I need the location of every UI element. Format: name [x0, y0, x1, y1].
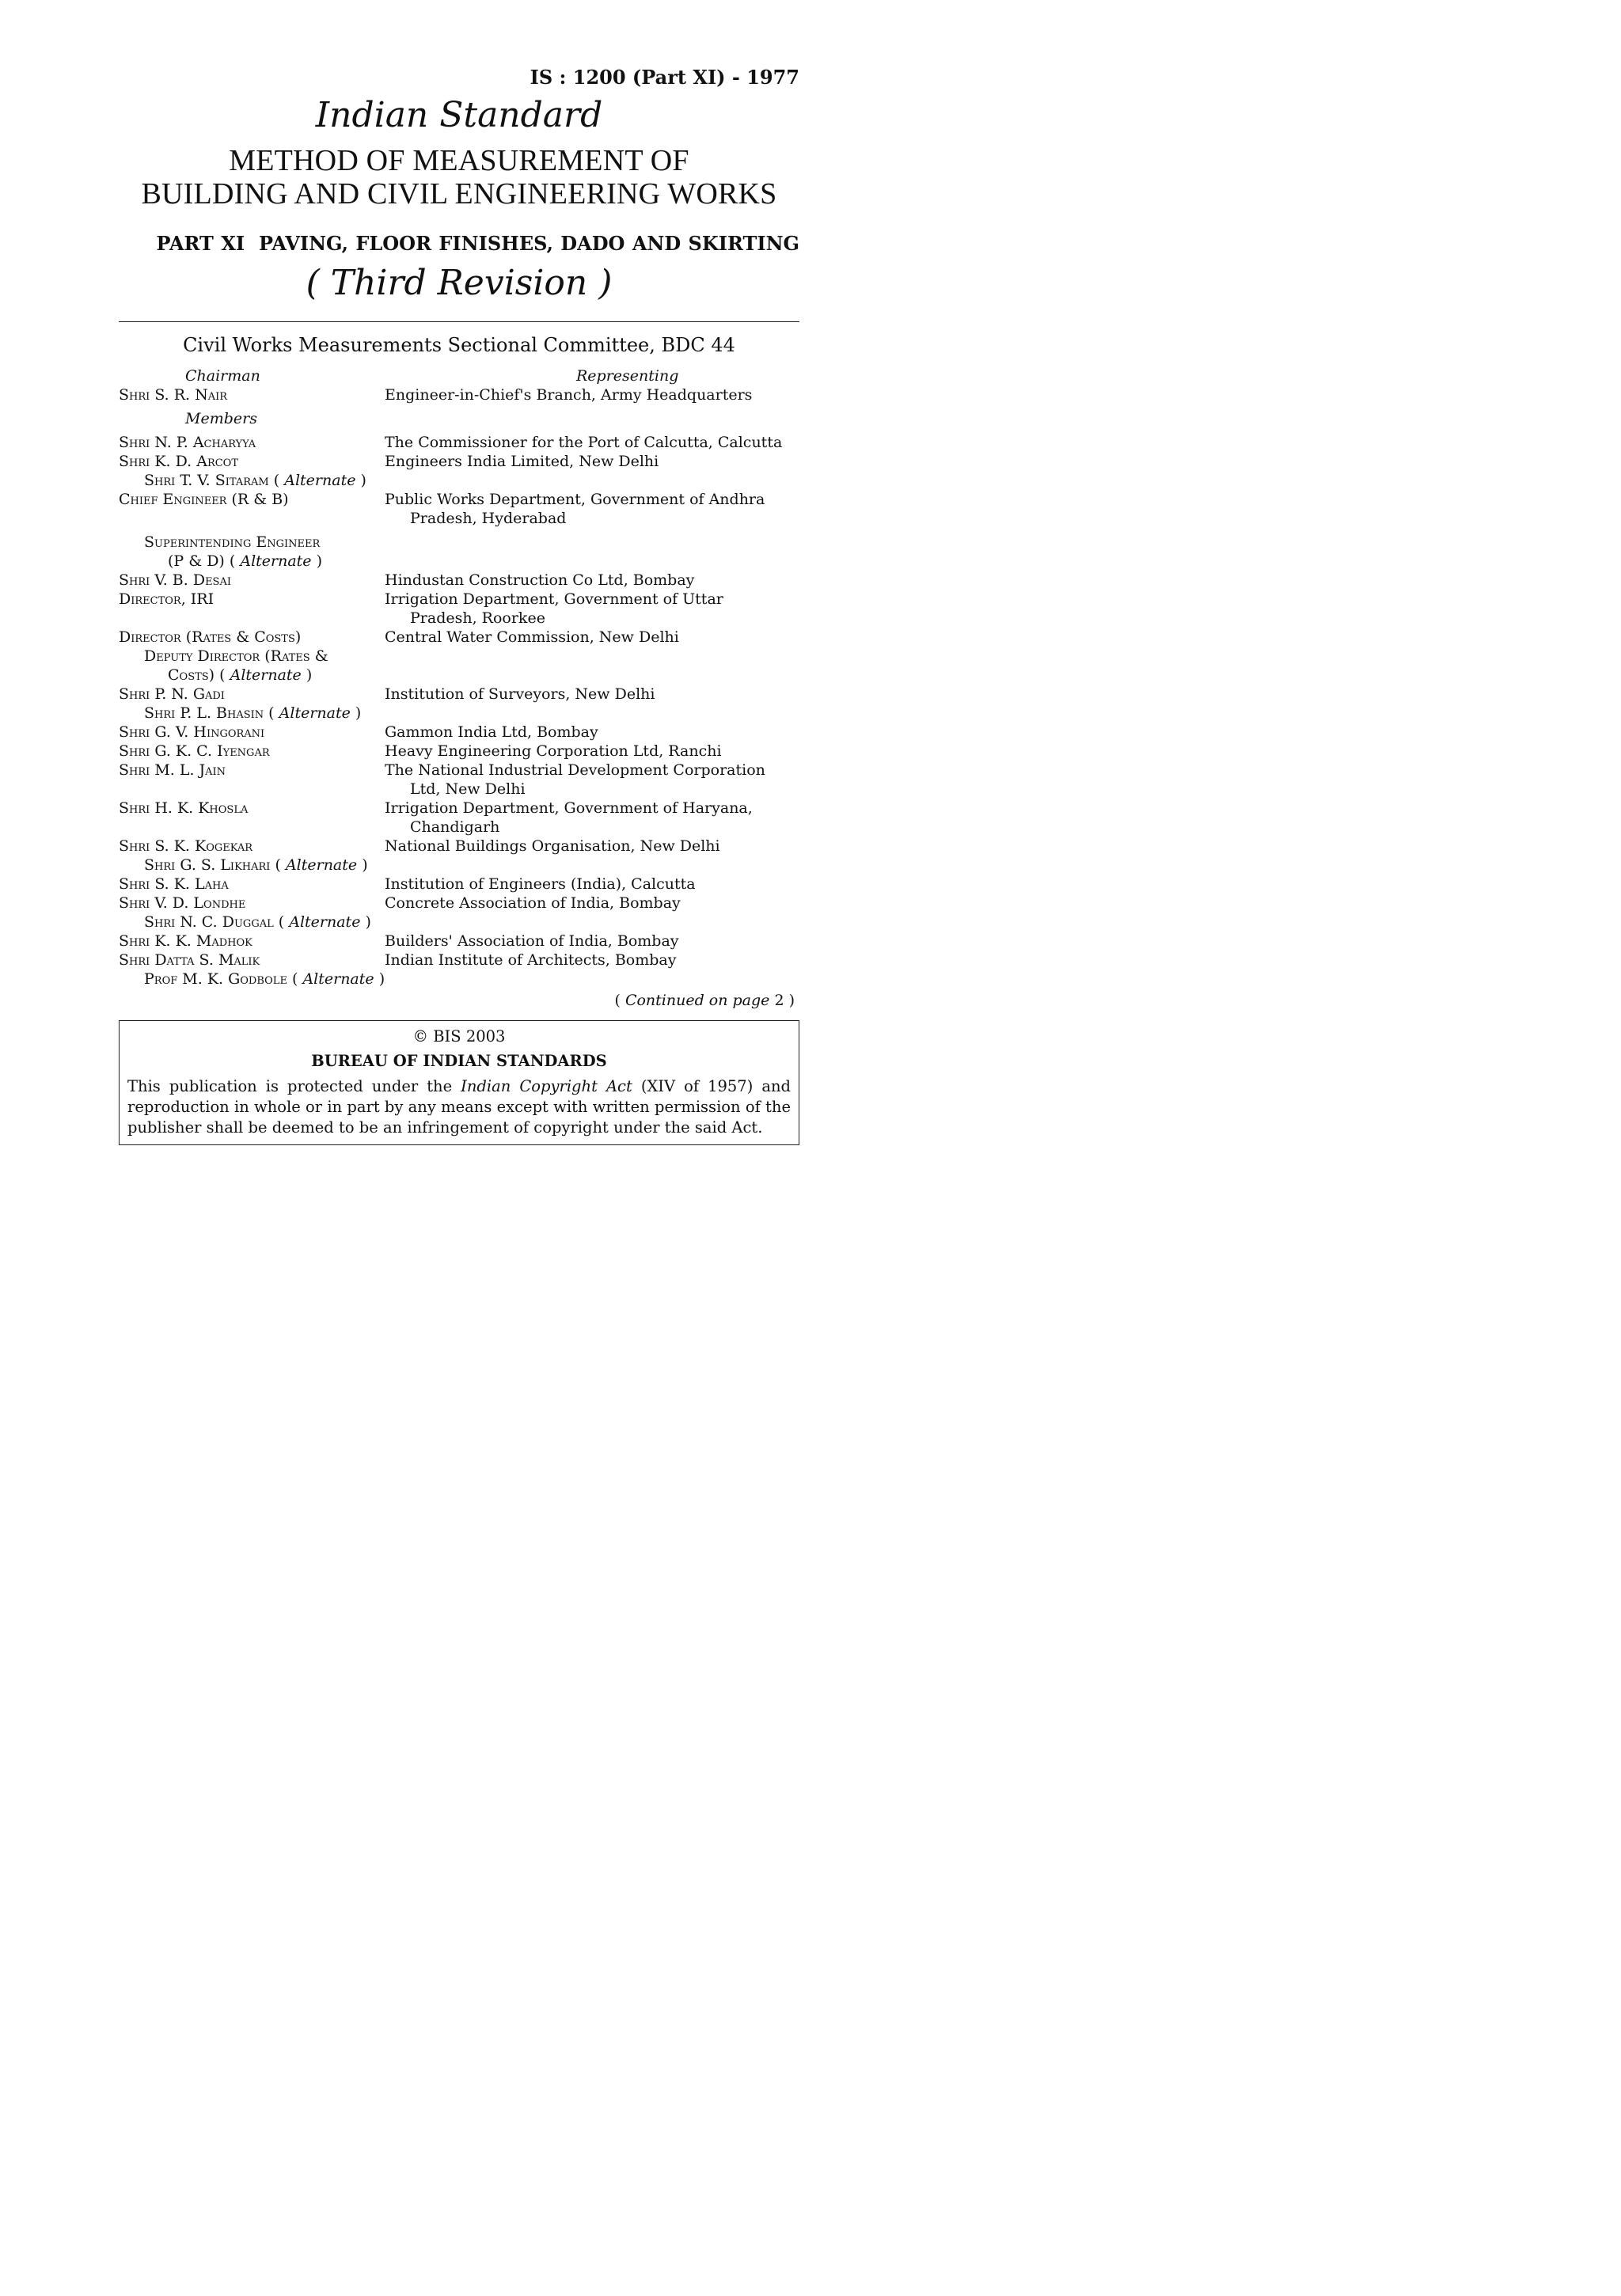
continued-page: 2 — [774, 992, 784, 1009]
member-representing: Gammon India Ltd, Bombay — [385, 723, 598, 741]
alternate-row: Prof M. K. Godbole ( Alternate ) — [144, 970, 385, 988]
member-representing: National Buildings Organisation, New Delhi — [385, 837, 720, 855]
standard-number: IS : 1200 (Part XI) - 1977 — [530, 66, 799, 89]
revision-label: ( Third Revision ) — [306, 263, 613, 303]
alternate-label: Alternate — [279, 704, 351, 722]
alternate-label: Alternate — [284, 472, 356, 489]
member-row — [119, 894, 799, 913]
alternate-label: Alternate — [230, 666, 302, 684]
member-row — [119, 799, 799, 837]
member-representing: Irrigation Department, Government of Uttar Pradesh, Roorkee — [385, 590, 723, 627]
member-name: Shri P. N. Gadi — [119, 685, 225, 703]
alternate-row: Shri P. L. Bhasin ( Alternate ) — [144, 704, 362, 722]
member-name: Shri V. D. Londhe — [119, 894, 246, 912]
member-representing: Hindustan Construction Co Ltd, Bombay — [385, 571, 695, 589]
member-representing: Engineers India Limited, New Delhi — [385, 453, 659, 470]
subtitle-line-2: BUILDING AND CIVIL ENGINEERING WORKS — [141, 177, 777, 211]
chairman-row — [119, 385, 799, 404]
member-name: Shri Datta S. Malik — [119, 951, 260, 969]
member-representing: Concrete Association of India, Bombay — [385, 894, 681, 912]
member-representing: The National Industrial Development Corporation Ltd, New Delhi — [385, 761, 765, 798]
member-representing: Indian Institute of Architects, Bombay — [385, 951, 677, 969]
document-title: Indian Standard — [315, 95, 603, 135]
member-representing: The Commissioner for the Port of Calcutta, Calcutta — [385, 434, 783, 451]
copyright-box — [119, 1020, 799, 1145]
member-row — [119, 723, 799, 742]
member-name: Shri G. V. Hingorani — [119, 723, 265, 741]
alternate-label: Alternate — [240, 552, 312, 570]
alternate-label: Alternate — [285, 856, 358, 874]
alternate-row: Shri T. V. Sitaram ( Alternate ) — [144, 472, 366, 489]
committee-name: Civil Works Measurements Sectional Committee, BDC 44 — [183, 334, 735, 356]
continued-note: ( Continued on page 2 ) — [614, 992, 795, 1009]
chairman-heading: Chairman — [185, 367, 260, 385]
member-representing: Institution of Engineers (India), Calcutta — [385, 875, 696, 893]
alternate-row: Shri N. C. Duggal ( Alternate ) — [144, 913, 371, 931]
member-row — [119, 951, 799, 970]
member-name: Director, IRI — [119, 590, 214, 608]
alternate-row-cont: Costs) ( Alternate ) — [168, 666, 313, 684]
member-row — [119, 761, 799, 799]
roster-header — [119, 366, 799, 385]
member-row — [119, 433, 799, 452]
member-name: Shri H. K. Khosla — [119, 799, 249, 817]
member-row — [119, 452, 799, 471]
alternate-row-cont: (P & D) ( Alternate ) — [168, 552, 323, 570]
member-representing: Central Water Commission, New Delhi — [385, 628, 679, 646]
member-name: Shri K. K. Madhok — [119, 932, 252, 950]
committee-roster — [119, 366, 799, 989]
member-row — [119, 742, 799, 761]
alternate-name: Shri T. V. Sitaram — [144, 472, 269, 489]
subtitle-line-1: METHOD OF MEASUREMENT OF — [229, 144, 689, 177]
member-name: Shri K. D. Arcot — [119, 453, 239, 470]
alternate-name: Shri G. S. Likhari — [144, 856, 271, 874]
alternate-name: Shri N. C. Duggal — [144, 913, 274, 931]
alternate-name: Superintending Engineer — [144, 533, 321, 551]
member-representing: Public Works Department, Government of Andhra Pradesh, Hyderabad — [385, 491, 765, 527]
member-representing: Builders' Association of India, Bombay — [385, 932, 679, 950]
alternate-row — [119, 533, 799, 552]
chairman-representing: Engineer-in-Chief's Branch, Army Headquarters — [385, 386, 753, 404]
alternate-name: Deputy Director (Rates & — [144, 647, 328, 665]
member-row — [119, 590, 799, 628]
chairman-name: Shri S. R. Nair — [119, 386, 228, 404]
alternate-row: Shri G. S. Likhari ( Alternate ) — [144, 856, 368, 874]
member-row — [119, 628, 799, 647]
member-row — [119, 875, 799, 894]
copyright-line: © BIS 2003 — [412, 1027, 506, 1046]
copyright-notice: This publication is protected under the Indian Copyright Act (XIV of 1957) and reproduction in whole or in part by any means except with written permission of the publisher shall be deemed to be an infringement of copyright under the said Act. — [127, 1077, 791, 1137]
part-heading — [119, 231, 799, 256]
alternate-name: Shri P. L. Bhasin — [144, 704, 264, 722]
member-row — [119, 932, 799, 951]
member-name: Shri V. B. Desai — [119, 571, 231, 589]
document-page — [119, 63, 799, 1145]
member-representing: Institution of Surveyors, New Delhi — [385, 685, 655, 703]
member-name: Shri G. K. C. Iyengar — [119, 742, 270, 760]
representing-heading: Representing — [576, 367, 679, 385]
part-title: PAVING, FLOOR FINISHES, DADO AND SKIRTING — [259, 232, 799, 255]
member-name: Shri M. L. Jain — [119, 761, 226, 779]
member-representing: Irrigation Department, Government of Haryana, Chandigarh — [385, 799, 753, 836]
member-name: Chief Engineer (R & B) — [119, 491, 289, 508]
continued-text: Continued on page — [624, 992, 770, 1009]
act-name: Indian Copyright Act — [461, 1077, 632, 1095]
alternate-row — [119, 647, 799, 666]
alternate-name: Prof M. K. Godbole — [144, 970, 287, 988]
organization-name: BUREAU OF INDIAN STANDARDS — [311, 1052, 607, 1070]
member-representing: Heavy Engineering Corporation Ltd, Ranchi — [385, 742, 722, 760]
members-heading: Members — [185, 410, 257, 427]
member-name: Shri N. P. Acharyya — [119, 434, 256, 451]
member-row — [119, 571, 799, 590]
part-number: PART XI — [156, 232, 245, 255]
member-name: Shri S. K. Kogekar — [119, 837, 253, 855]
member-name: Shri S. K. Laha — [119, 875, 229, 893]
members-header — [119, 409, 799, 428]
member-row — [119, 490, 799, 528]
title-divider — [119, 321, 799, 322]
alternate-label: Alternate — [289, 913, 361, 931]
alternate-label: Alternate — [302, 970, 374, 988]
member-row — [119, 837, 799, 856]
member-name: Director (Rates & Costs) — [119, 628, 302, 646]
member-row — [119, 685, 799, 704]
